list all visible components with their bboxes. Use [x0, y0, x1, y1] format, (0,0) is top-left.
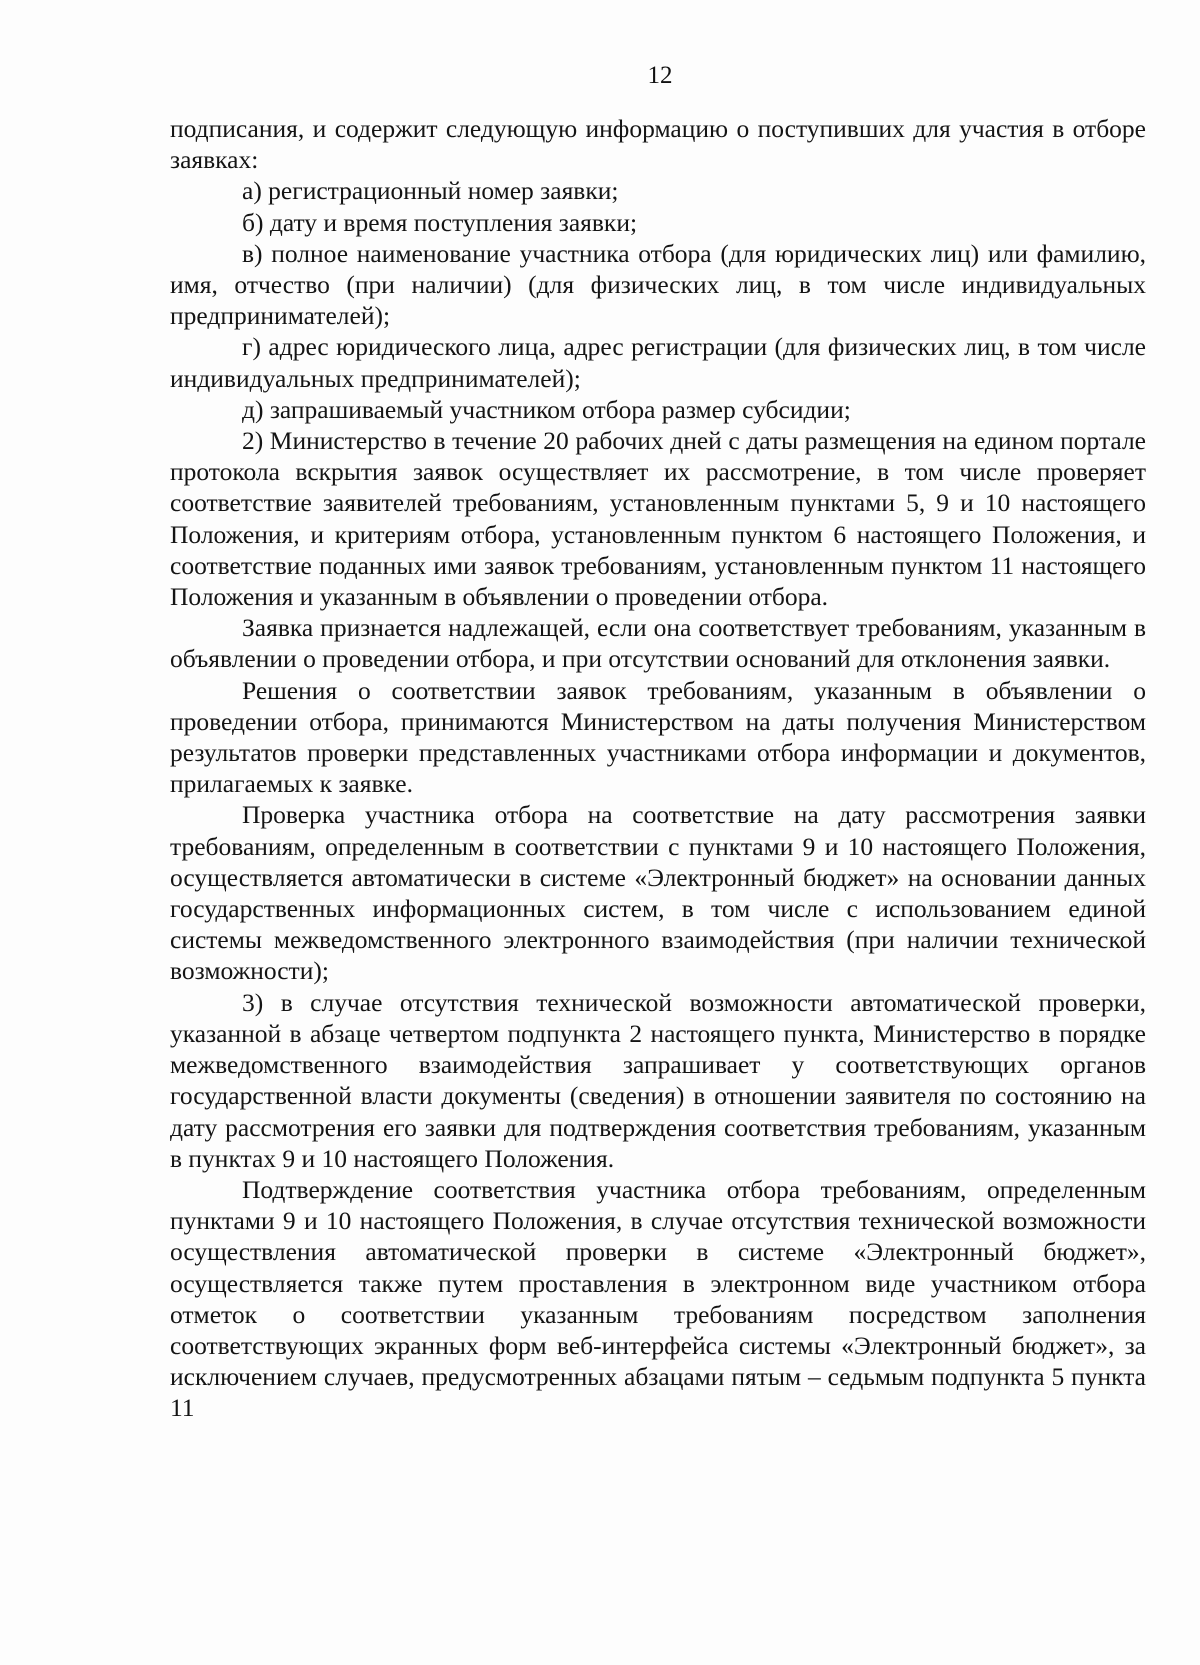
paragraph-application-proper: Заявка признается надлежащей, если она соответствует требованиям, указанным в объявлении о проведении отбора, и при отсутствии оснований для отклонения заявки.	[170, 613, 1146, 674]
page-number: 12	[647, 62, 673, 89]
paragraph-automatic-check: Проверка участника отбора на соответствие на дату рассмотрения заявки требованиям, определенным в соответствии с пунктами 9 и 10 настоящего Положения, осуществляется автоматически в системе «Электронный бюджет» на основании данных государственных информационных систем, в том числе с использованием единой системы межведомственного электронного взаимодействия (при наличии технической возможности);	[170, 800, 1146, 986]
list-item-b: б) дату и время поступления заявки;	[242, 207, 638, 237]
subpoint-3: 3) в случае отсутствия технической возможности автоматической проверки, указанной в абзаце четвертом подпункта 2 настоящего пункта, Министерство в порядке межведомственного взаимодействия запрашивает у соответствующих органов государственной власти документы (сведения) в отношении заявителя по состоянию на дату рассмотрения его заявки для подтверждения соответствия требованиям, указанным в пунктах 9 и 10 настоящего Положения.	[170, 987, 1146, 1173]
list-item-v: в) полное наименование участника отбора (для юридических лиц) или фамилию, имя, отчество (при наличии) (для физических лиц, в том числе индивидуальных предпринимателей);	[170, 238, 1146, 331]
list-item-g: г) адрес юридического лица, адрес регистрации (для физических лиц, в том числе индивидуальных предпринимателей);	[170, 332, 1146, 393]
paragraph-continuation: подписания, и содержит следующую информацию о поступивших для участия в отборе заявках:	[170, 114, 1146, 175]
subpoint-2: 2) Министерство в течение 20 рабочих дней с даты размещения на едином портале протокола вскрытия заявок осуществляет их рассмотрение, в том числе проверяет соответствие заявителей требованиям, установленным пунктами 5, 9 и 10 настоящего Положения, и критериям отбора, установленным пунктом 6 настоящего Положения, и соответствие поданных ими заявок требованиям, установленным пунктом 11 настоящего Положения и указанным в объявлении о проведении отбора.	[170, 426, 1146, 612]
document-body	[170, 113, 1146, 1424]
paragraph-decisions: Решения о соответствии заявок требованиям, указанным в объявлении о проведении отбора, принимаются Министерством на даты получения Министерством результатов проверки представленных участниками отбора информации и документов, прилагаемых к заявке.	[170, 675, 1146, 799]
list-item-d: д) запрашиваемый участником отбора размер субсидии;	[242, 394, 851, 424]
paragraph-confirmation: Подтверждение соответствия участника отбора требованиям, определенным пунктами 9 и 10 настоящего Положения, в случае отсутствия технической возможности осуществления автоматической проверки в системе «Электронный бюджет», осуществляется также путем проставления в электронном виде участником отбора отметок о соответствии указанным требованиям посредством заполнения соответствующих экранных форм веб-интерфейса системы «Электронный бюджет», за исключением случаев, предусмотренных абзацами пятым – седьмым подпункта 5 пункта 11	[170, 1174, 1146, 1423]
list-item-a: а) регистрационный номер заявки;	[242, 176, 619, 206]
